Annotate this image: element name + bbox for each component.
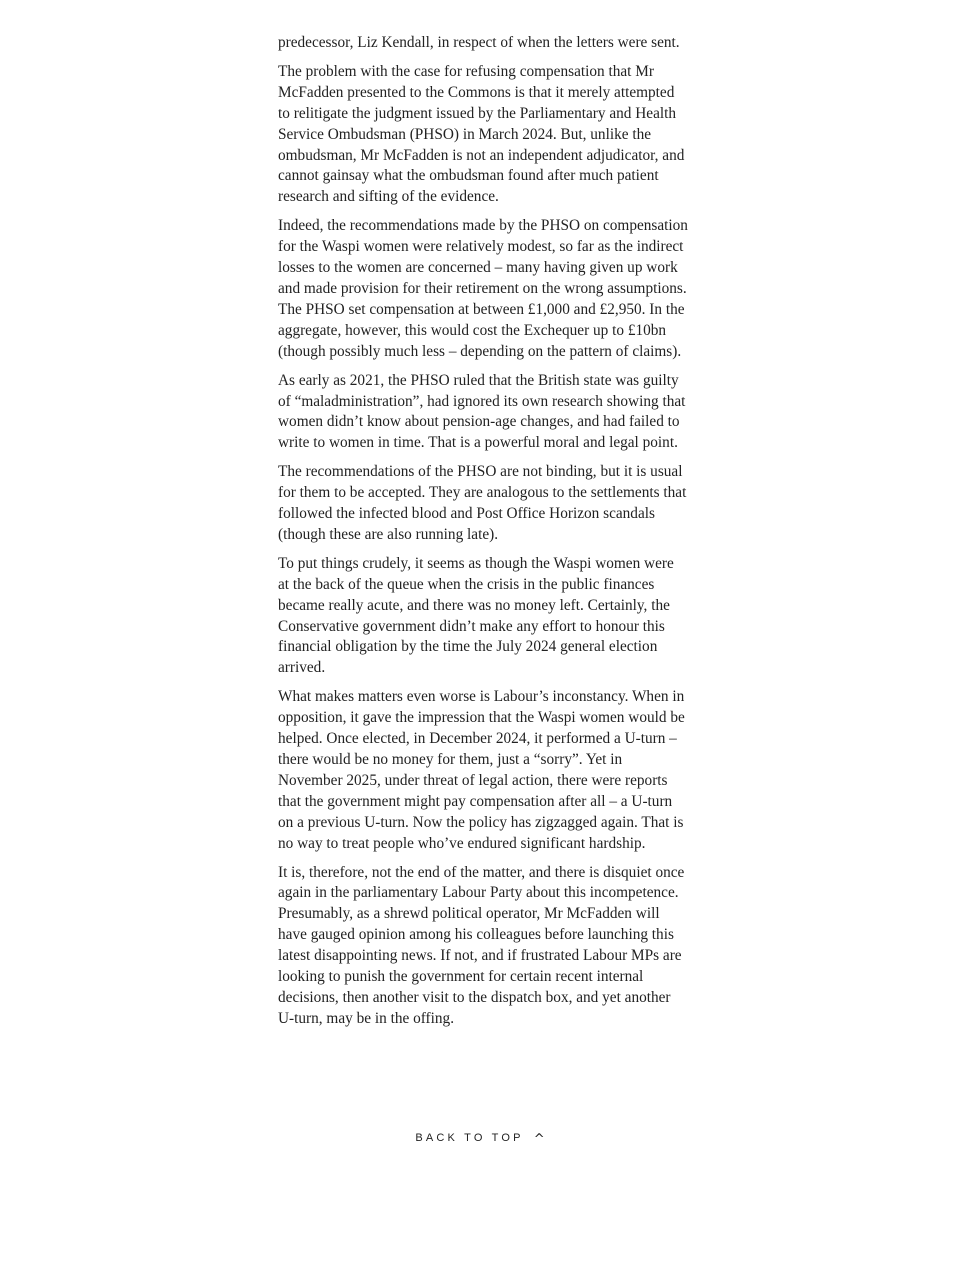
back-to-top-link[interactable] (0, 1130, 960, 1145)
article-body (278, 33, 688, 1038)
article-paragraph: Indeed, the recommendations made by the PHSO on compensation for the Waspi women were relatively modest, so far as the indirect losses to the women are concerned – many having given up work and made provision for their retirement on the wrong assumptions. The PHSO set compensation at between £1,000 and £2,950. In the aggregate, however, this would cost the Exchequer up to £10bn (though possibly much less – depending on the pattern of claims). (278, 217, 688, 360)
chevron-up-icon: ^ (533, 1132, 545, 1147)
article-paragraph: It is, therefore, not the end of the matter, and there is disquiet once again in the parliamentary Labour Party about this incompetence. Presumably, as a shrewd political operator, Mr McFadden will have gauged opinion among his colleagues before launching this latest disappointing news. If not, and if frustrated Labour MPs are looking to punish the government for certain recent internal decisions, then another visit to the dispatch box, and yet another U-turn, may be in the offing. (278, 863, 685, 1027)
article-paragraph: The problem with the case for refusing compensation that Mr McFadden presented to the Commons is that it merely attempted to relitigate the judgment issued by the Parliamentary and Health Service Ombudsman (PHSO) in March 2024. But, unlike the ombudsman, Mr McFadden is not an independent adjudicator, and cannot gainsay what the ombudsman found after much patient research and sifting of the evidence. (278, 62, 685, 206)
article-paragraph: What makes matters even worse is Labour’s inconstancy. When in opposition, it gave the impression that the Waspi women would be helped. Once elected, in December 2024, it performed a U-turn – there would be no money for them, just a “sorry”. Yet in November 2025, under threat of legal action, there were reports that the government might pay compensation after all – a U-turn on a previous U-turn. Now the policy has zigzagged again. That is no way to treat people who’ve endured significant hardship. (278, 688, 685, 852)
article-paragraph: As early as 2021, the PHSO ruled that the British state was guilty of “maladministration”, had ignored its own research showing that women didn’t know about pension-age changes, and had failed to write to women in time. That is a powerful moral and legal point. (278, 371, 686, 452)
article-paragraph: The recommendations of the PHSO are not binding, but it is usual for them to be accepted. They are analogous to the settlements that followed the infected blood and Post Office Horizon scandals (though these are also running late). (278, 463, 687, 543)
back-to-top-label: BACK TO TOP (415, 1132, 524, 1144)
article-paragraph: To put things crudely, it seems as though the Waspi women were at the back of the queue when the crisis in the public finances became really acute, and there was no money left. Certainly, the Conservative government didn’t make any effort to honour this financial obligation by the time the July 2024 general election arrived. (278, 554, 674, 677)
article-paragraph: predecessor, Liz Kendall, in respect of when the letters were sent. (278, 34, 680, 51)
